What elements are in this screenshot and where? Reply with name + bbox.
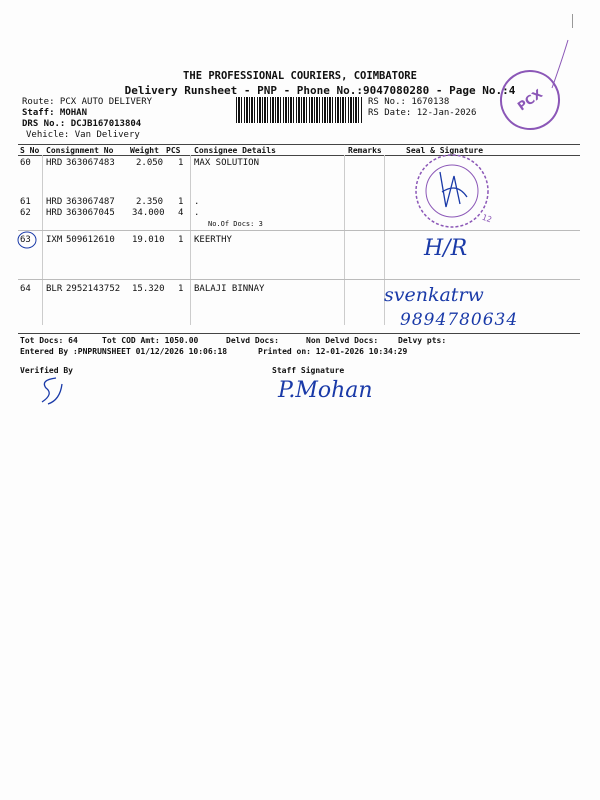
col-header-consignee: Consignee Details [194, 146, 276, 155]
row-consignment: 363067483 [66, 158, 115, 168]
handwritten-name: svenkatrw [384, 284, 484, 306]
route-label: Route: PCX AUTO DELIVERY [22, 97, 153, 107]
drs-label: DRS No.: DCJB167013804 [22, 119, 142, 129]
col-header-consignment: Consignment No [46, 146, 114, 155]
printed-on: Printed on: 12-01-2026 10:34:29 [258, 347, 408, 356]
rs-number: RS No.: 1670138 [368, 97, 450, 107]
table-header-rule [18, 155, 580, 156]
footer-rule [18, 333, 580, 334]
row-consignee: . [194, 208, 200, 218]
runsheet-subtitle: Delivery Runsheet - PNP - Phone No.:9047080280 - Page No.:4 [124, 84, 516, 97]
row-prefix: BLR [46, 284, 63, 294]
staff-signature-label: Staff Signature [272, 366, 345, 375]
delivered-docs: Delvd Docs: [226, 336, 279, 345]
col-header-weight: Weight [130, 146, 159, 155]
row-consignee: . [194, 197, 200, 207]
rs-date: RS Date: 12-Jan-2026 [368, 108, 477, 118]
row-weight: 34.000 [132, 208, 165, 218]
non-delivered-docs: Non Delvd Docs: [306, 336, 379, 345]
row-prefix: IXM [46, 235, 63, 245]
row-prefix: HRD [46, 208, 63, 218]
col-divider [42, 155, 43, 325]
corner-mark [572, 14, 579, 28]
row-consignee: MAX SOLUTION [194, 158, 260, 168]
entered-by: Entered By :PNPRUNSHEET 01/12/2026 10:06:18 [20, 347, 228, 356]
row-sno: 64 [20, 284, 31, 294]
row-sno: 61 [20, 197, 31, 207]
col-header-remarks: Remarks [348, 146, 382, 155]
row-consignee: BALAJI BINNAY [194, 284, 265, 294]
verified-signature [36, 374, 66, 408]
row-weight: 15.320 [132, 284, 165, 294]
row-pcs: 1 [178, 197, 184, 207]
stamp-scribble [550, 30, 580, 90]
staff-label: Staff: MOHAN [22, 108, 88, 118]
row-pcs: 1 [178, 235, 184, 245]
col-divider [344, 155, 345, 325]
row-consignee: KEERTHY [194, 235, 232, 245]
row-consignment: 363067487 [66, 197, 115, 207]
row-consignment: 509612610 [66, 235, 115, 245]
row-pcs: 1 [178, 158, 184, 168]
row-prefix: HRD [46, 158, 63, 168]
col-header-sno: S No [20, 146, 40, 155]
row-weight: 19.010 [132, 235, 165, 245]
verified-by-label: Verified By [20, 366, 73, 375]
row-sno: 63 [20, 235, 31, 245]
row-sno: 60 [20, 158, 31, 168]
row-pcs: 4 [178, 208, 184, 218]
staff-signature: P.Mohan [278, 378, 373, 403]
handwritten-phone: 9894780634 [400, 310, 519, 330]
docs-count-note: No.Of Docs: 3 [208, 220, 263, 228]
handwritten-hr: H/R [424, 236, 468, 261]
row-rule [18, 279, 580, 280]
row-consignment: 2952143752 [66, 284, 121, 294]
company-title: THE PROFESSIONAL COURIERS, COIMBATORE [183, 70, 417, 82]
vehicle-label: Vehicle: Van Delivery [26, 130, 140, 140]
delivery-points: Delvy pts: [398, 336, 447, 345]
total-cod: Tot COD Amt: 1050.00 [102, 336, 199, 345]
stamp-number: 12 [480, 212, 493, 225]
row-weight: 2.350 [136, 197, 164, 207]
col-divider [190, 155, 191, 325]
pcx-stamp: PCX [488, 58, 572, 142]
row-prefix: HRD [46, 197, 63, 207]
col-header-pcs: PCS [166, 146, 181, 155]
total-docs: Tot Docs: 64 [20, 336, 78, 345]
row-weight: 2.050 [136, 158, 164, 168]
row-pcs: 1 [178, 284, 184, 294]
row-rule [18, 230, 580, 231]
table-top-rule [18, 144, 580, 145]
col-header-seal: Seal & Signature [406, 146, 484, 155]
barcode-image [236, 97, 362, 123]
row-sno: 62 [20, 208, 31, 218]
round-seal-stamp [412, 152, 492, 230]
row-consignment: 363067045 [66, 208, 115, 218]
